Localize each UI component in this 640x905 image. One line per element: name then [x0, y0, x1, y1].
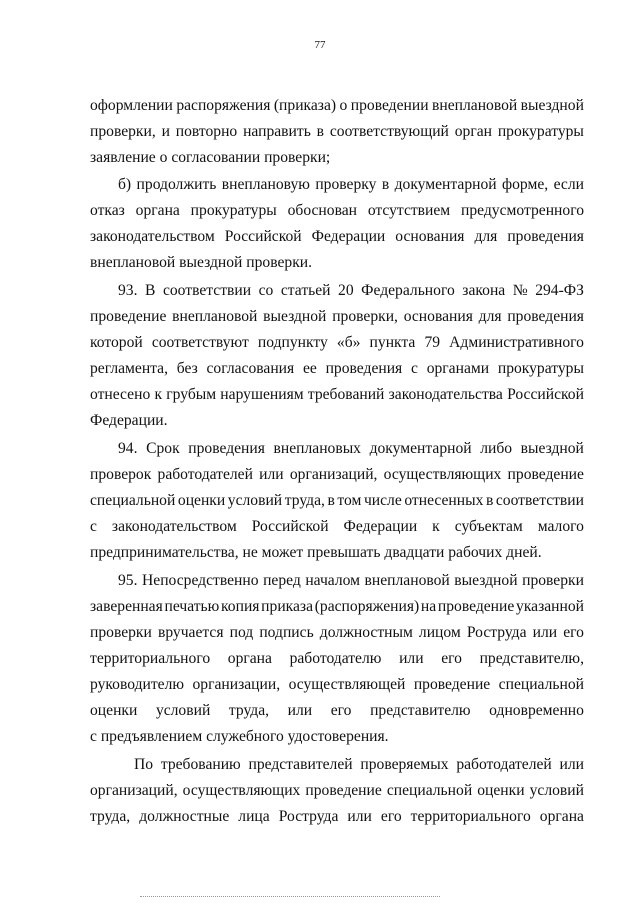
text-line: б) продолжить внеплановую проверку в документарной форме, если: [118, 176, 584, 193]
text-line: 94. Срок проведения внеплановых документарной либо выездной: [118, 440, 584, 457]
text-line: оформлении распоряжения (приказа) о проведении внеплановой выездной: [90, 97, 584, 114]
text-line: По требованию представителей проверяемых работодателей или: [134, 756, 584, 773]
text-line: труда, должностные лица Роструда или его территориального органа: [90, 808, 584, 825]
page-number: 77: [314, 39, 326, 51]
text-line: законодательством Российской Федерации основания для проведения: [90, 228, 584, 245]
scan-artifact-line: [140, 896, 440, 898]
text-line: внеплановой выездной проверки.: [90, 254, 313, 271]
text-line: 93. В соответствии со статьей 20 Федерального закона № 294-ФЗ: [118, 282, 584, 299]
text-line: специальной оценки условий труда, в том числе отнесенных в соответствии: [90, 492, 584, 509]
text-line: заявление о согласовании проверки;: [90, 149, 331, 166]
text-line: организаций, осуществляющих проведение специальной оценки условий: [90, 782, 584, 799]
text-line: которой соответствуют подпункту «б» пункта 79 Административного: [90, 334, 584, 351]
text-line: проверки вручается под подпись должностным лицом Роструда или его: [90, 624, 584, 641]
text-line: 95. Непосредственно перед началом внеплановой выездной проверки: [118, 572, 584, 589]
text-line: отнесено к грубым нарушениям требований законодательства Российской: [90, 386, 584, 403]
text-line: оценки условий труда, или его представителю одновременно: [90, 702, 584, 719]
text-line: регламента, без согласования ее проведения с органами прокуратуры: [90, 360, 584, 377]
text-line: руководителю организации, осуществляющей проведение специальной: [90, 676, 584, 693]
text-line: заверенная печатью копия приказа (распоряжения) на проведение указанной: [90, 598, 584, 615]
text-line: проверки, и повторно направить в соответствующий орган прокуратуры: [90, 123, 584, 140]
text-line: проведение внеплановой выездной проверки, основания для проведения: [90, 308, 584, 325]
text-line: территориального органа работодателю или его представителю,: [90, 650, 584, 667]
text-line: отказ органа прокуратуры обоснован отсутствием предусмотренного: [90, 202, 584, 219]
text-line: проверок работодателей или организаций, осуществляющих проведение: [90, 466, 584, 483]
text-line: предпринимательства, не может превышать двадцати рабочих дней.: [90, 544, 542, 561]
text-line: с законодательством Российской Федерации к субъектам малого: [90, 518, 584, 535]
text-line: Федерации.: [90, 412, 168, 429]
text-line: с предъявлением служебного удостоверения.: [90, 728, 389, 745]
